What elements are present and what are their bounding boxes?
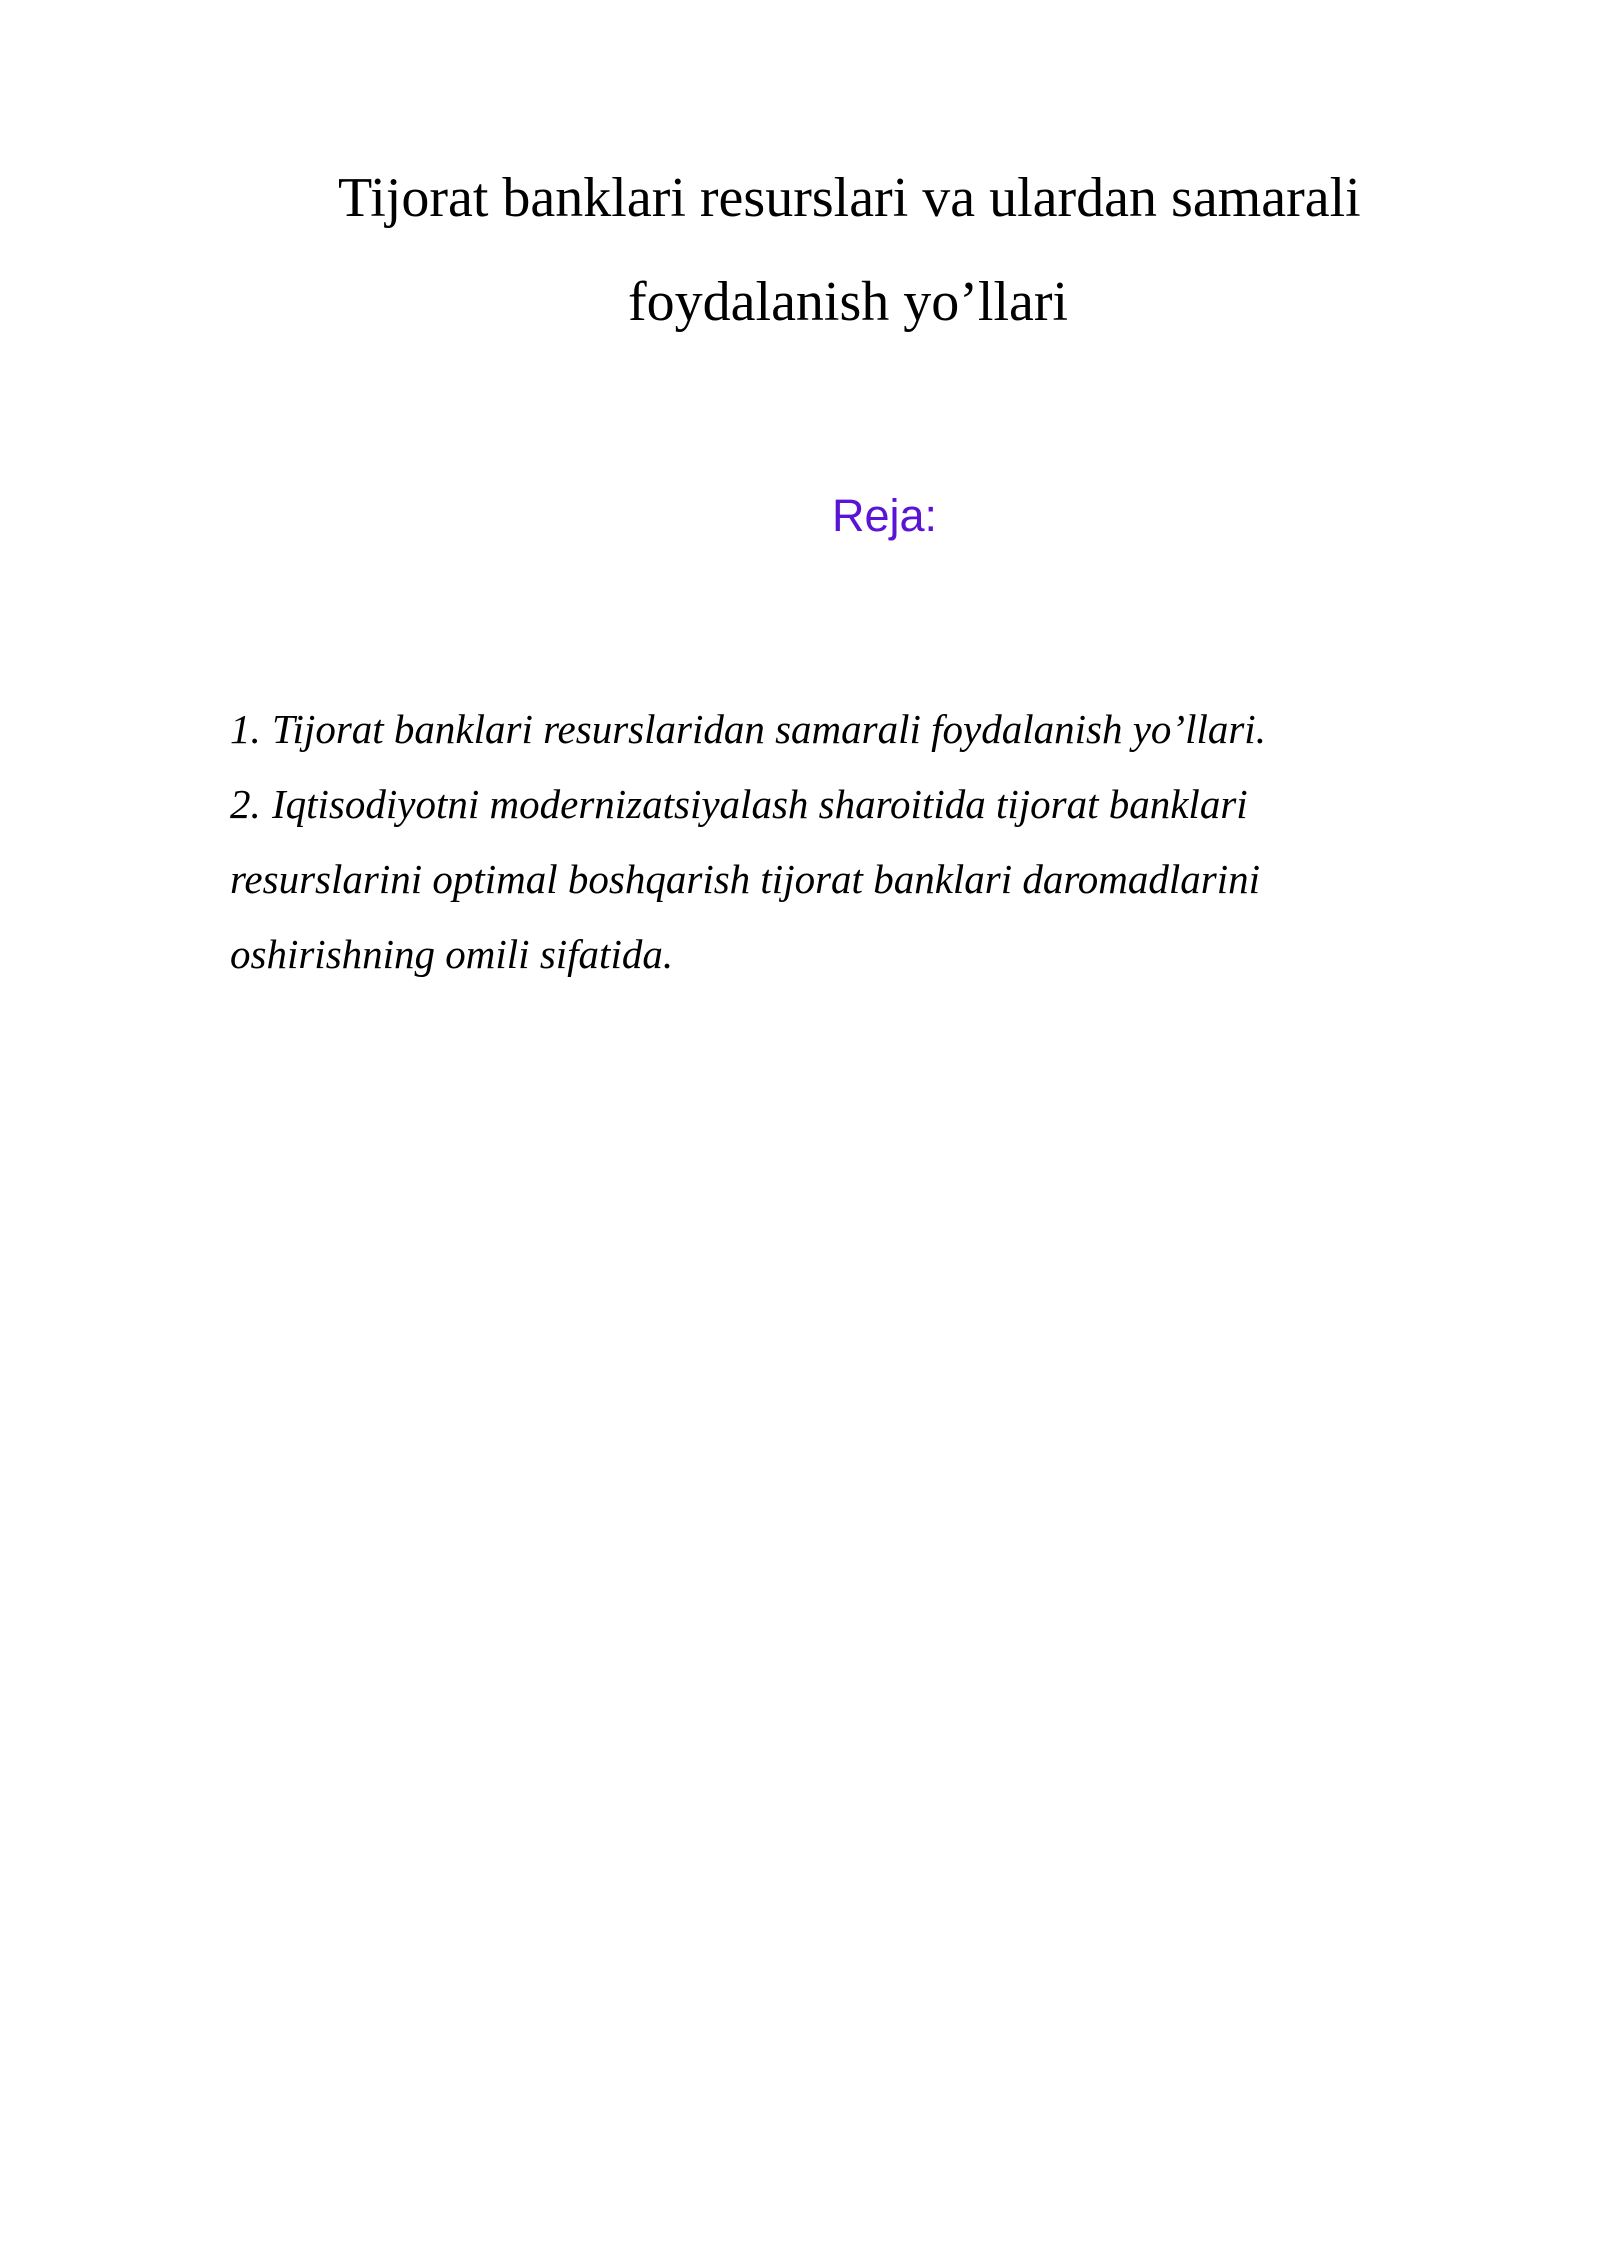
plan-heading: Reja: xyxy=(832,490,938,541)
plan-item-1 xyxy=(230,692,1380,767)
plan-item-number: 2. xyxy=(230,781,261,827)
plan-item-text-line-3: oshirishning omili sifatida. xyxy=(230,931,674,977)
document-title xyxy=(338,146,1438,354)
document-title-line-2: foydalanish yo’llari xyxy=(628,271,1069,333)
plan-item-number: 1. xyxy=(230,706,261,752)
document-title-line-1: Tijorat banklari resurslari va ulardan samarali xyxy=(338,167,1361,229)
plan-item-2 xyxy=(230,767,1380,992)
plan-item-text: Tijorat banklari resurslaridan samarali foydalanish yo’llari. xyxy=(272,706,1266,752)
plan-item-text-line-2: resurslarini optimal boshqarish tijorat banklari daromadlarini xyxy=(230,856,1261,902)
plan-item-text-line-1: Iqtisodiyotni modernizatsiyalash sharoitida tijorat banklari xyxy=(272,781,1248,827)
plan-list xyxy=(230,692,1380,992)
